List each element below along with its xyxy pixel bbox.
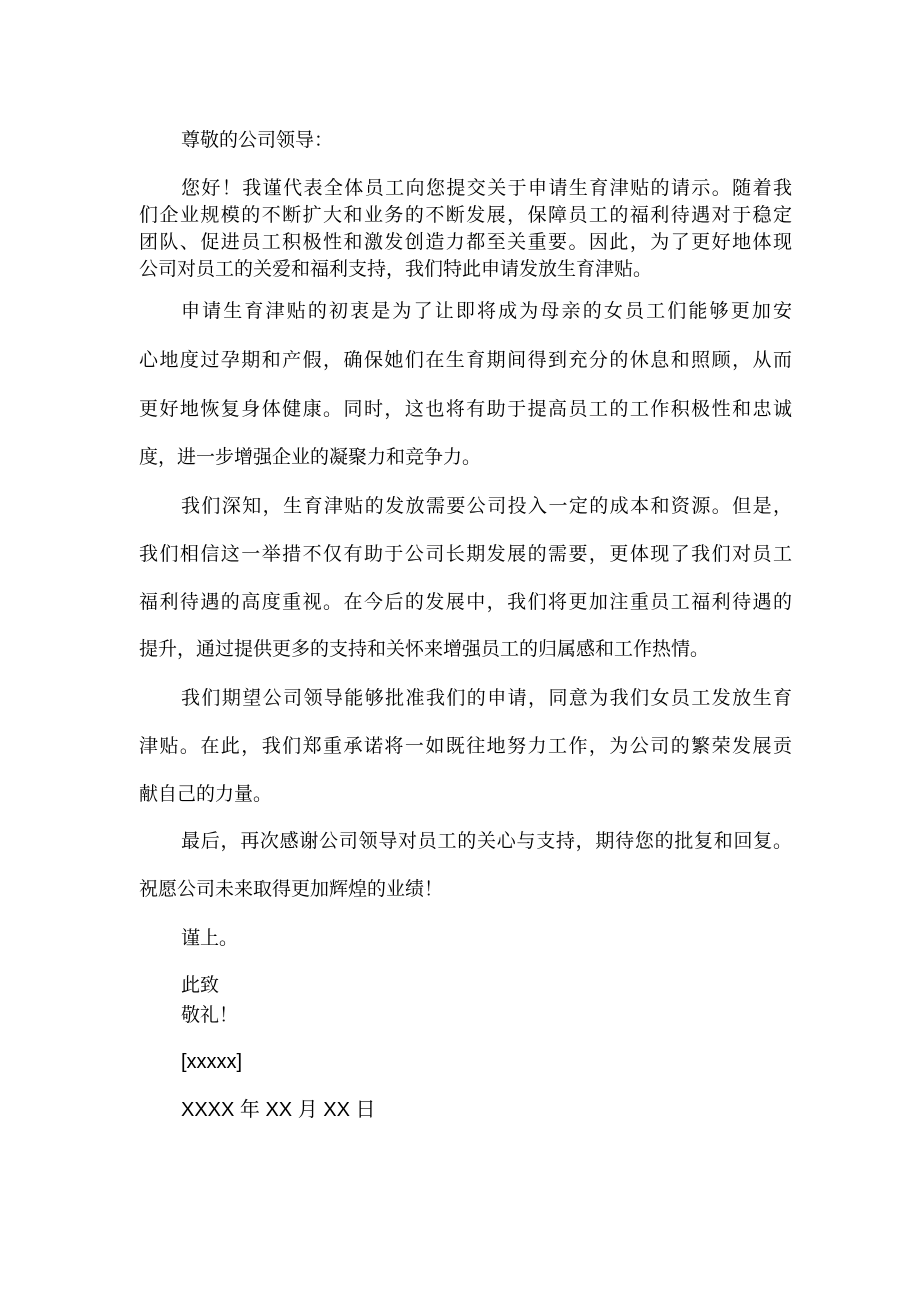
- para2-line2: 心地度过孕期和产假，确保她们在生育期间得到充分的休息和照顾，从而: [139, 349, 792, 371]
- signature: [xxxxx]: [181, 1051, 243, 1073]
- para5-line2: 祝愿公司未来取得更加辉煌的业绩！: [139, 878, 444, 900]
- closing-respectfully: 谨上。: [181, 927, 239, 949]
- closing-cizhi: 此致: [181, 974, 220, 996]
- para1-line2: 们企业规模的不断扩大和业务的不断发展，保障员工的福利待遇对于稳定: [139, 204, 792, 226]
- para2-line1: 申请生育津贴的初衷是为了让即将成为母亲的女员工们能够更加安: [181, 300, 792, 322]
- para3-line2: 我们相信这一举措不仅有助于公司长期发展的需要，更体现了我们对员工: [139, 543, 792, 565]
- para4-line2: 津贴。在此，我们郑重承诺将一如既往地努力工作，为公司的繁荣发展贡: [139, 735, 792, 757]
- para2-line3: 更好地恢复身体健康。同时，这也将有助于提高员工的工作积极性和忠诚: [139, 398, 792, 420]
- para1-line3: 团队、促进员工积极性和激发创造力都至关重要。因此，为了更好地体现: [139, 231, 792, 253]
- para1-line4: 公司对员工的关爱和福利支持，我们特此申请发放生育津贴。: [139, 258, 653, 280]
- para3-line4: 提升，通过提供更多的支持和关怀来增强员工的归属感和工作热情。: [139, 638, 710, 660]
- para4-line3: 献自己的力量。: [139, 783, 273, 805]
- para3-line3: 福利待遇的高度重视。在今后的发展中，我们将更加注重员工福利待遇的: [139, 591, 792, 613]
- date: XXXX 年 XX 月 XX 日: [181, 1099, 376, 1121]
- para4-line1: 我们期望公司领导能够批准我们的申请，同意为我们女员工发放生育: [181, 687, 792, 709]
- salutation: 尊敬的公司领导：: [181, 129, 334, 151]
- para5-line1: 最后，再次感谢公司领导对员工的关心与支持，期待您的批复和回复。: [181, 830, 792, 852]
- para2-line4: 度，进一步增强企业的凝聚力和竞争力。: [139, 446, 482, 468]
- para3-line1: 我们深知，生育津贴的发放需要公司投入一定的成本和资源。但是，: [181, 495, 792, 517]
- closing-jingli: 敬礼！: [181, 1004, 239, 1026]
- para1-line1: 您好！我谨代表全体员工向您提交关于申请生育津贴的请示。随着我: [181, 177, 792, 199]
